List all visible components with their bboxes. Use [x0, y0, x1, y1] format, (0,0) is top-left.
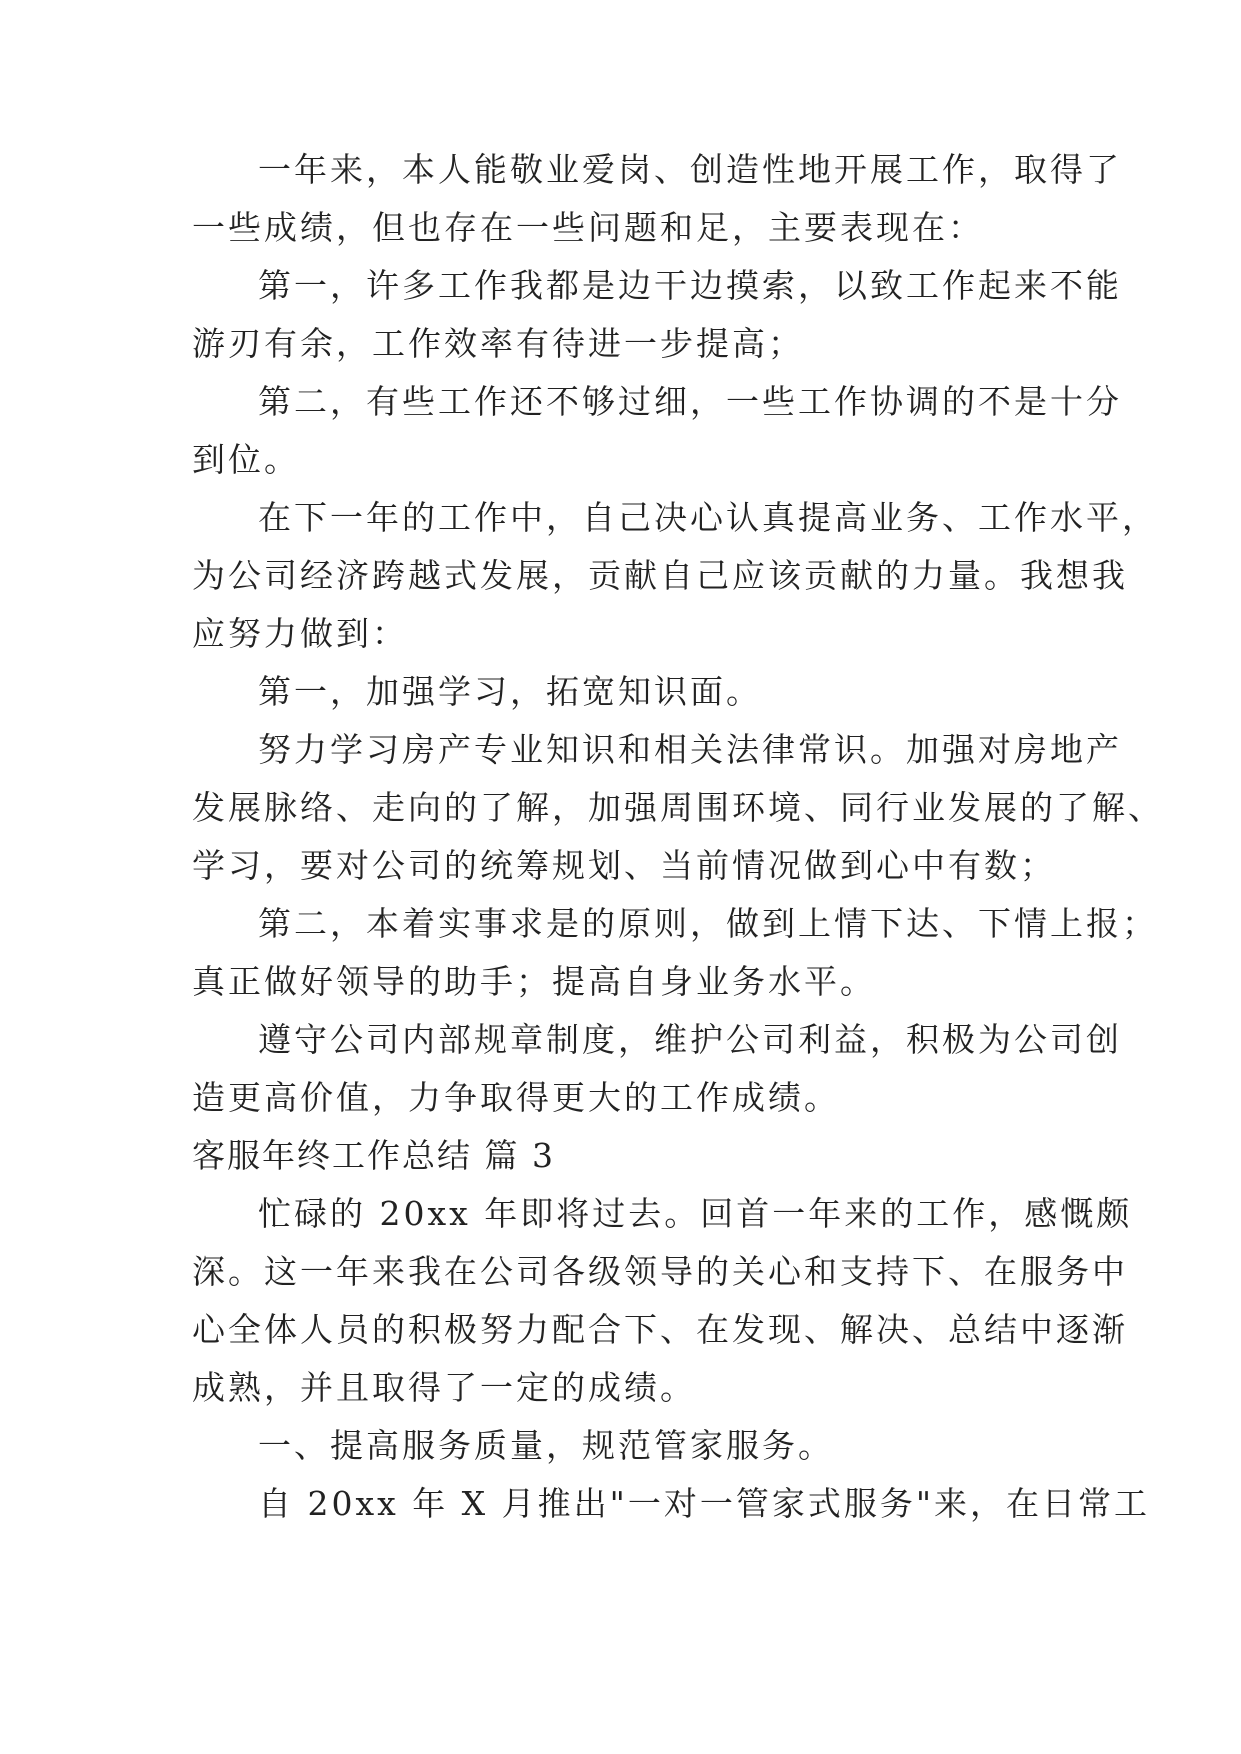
text-line: 在下一年的工作中，自己决心认真提高业务、工作水平，	[258, 498, 1158, 537]
text-line: 忙碌的 20xx 年即将过去。回首一年来的工作，感慨颇	[258, 1194, 1133, 1233]
text-line: 发展脉络、走向的了解，加强周围环境、同行业发展的了解、	[192, 788, 1164, 827]
text-line: 学习，要对公司的统筹规划、当前情况做到心中有数；	[192, 846, 1056, 885]
text-line: 造更高价值，力争取得更大的工作成绩。	[192, 1078, 840, 1117]
text-line: 为公司经济跨越式发展，贡献自己应该贡献的力量。我想我	[192, 556, 1128, 595]
text-line: 到位。	[192, 440, 300, 479]
text-line: 第二，本着实事求是的原则，做到上情下达、下情上报；	[258, 904, 1158, 943]
text-line: 努力学习房产专业知识和相关法律常识。加强对房地产	[258, 730, 1122, 769]
text-line: 深。这一年来我在公司各级领导的关心和支持下、在服务中	[192, 1252, 1128, 1291]
text-line: 第一，加强学习，拓宽知识面。	[258, 672, 762, 711]
text-line: 心全体人员的积极努力配合下、在发现、解决、总结中逐渐	[192, 1310, 1128, 1349]
text-line: 应努力做到：	[192, 614, 408, 653]
text-line: 一年来，本人能敬业爱岗、创造性地开展工作，取得了	[258, 150, 1122, 189]
text-line: 自 20xx 年 X 月推出"一对一管家式服务"来，在日常工	[258, 1484, 1151, 1523]
text-line: 遵守公司内部规章制度，维护公司利益，积极为公司创	[258, 1020, 1122, 1059]
text-line: 真正做好领导的助手；提高自身业务水平。	[192, 962, 876, 1001]
text-line: 第一，许多工作我都是边干边摸索，以致工作起来不能	[258, 266, 1122, 305]
text-line: 一、提高服务质量，规范管家服务。	[258, 1426, 834, 1465]
text-line: 第二，有些工作还不够过细，一些工作协调的不是十分	[258, 382, 1122, 421]
text-line: 成熟，并且取得了一定的成绩。	[192, 1368, 696, 1407]
text-line: 游刃有余，工作效率有待进一步提高；	[192, 324, 804, 363]
text-line: 一些成绩，但也存在一些问题和足，主要表现在：	[192, 208, 984, 247]
section-heading: 客服年终工作总结 篇 3	[192, 1136, 555, 1175]
